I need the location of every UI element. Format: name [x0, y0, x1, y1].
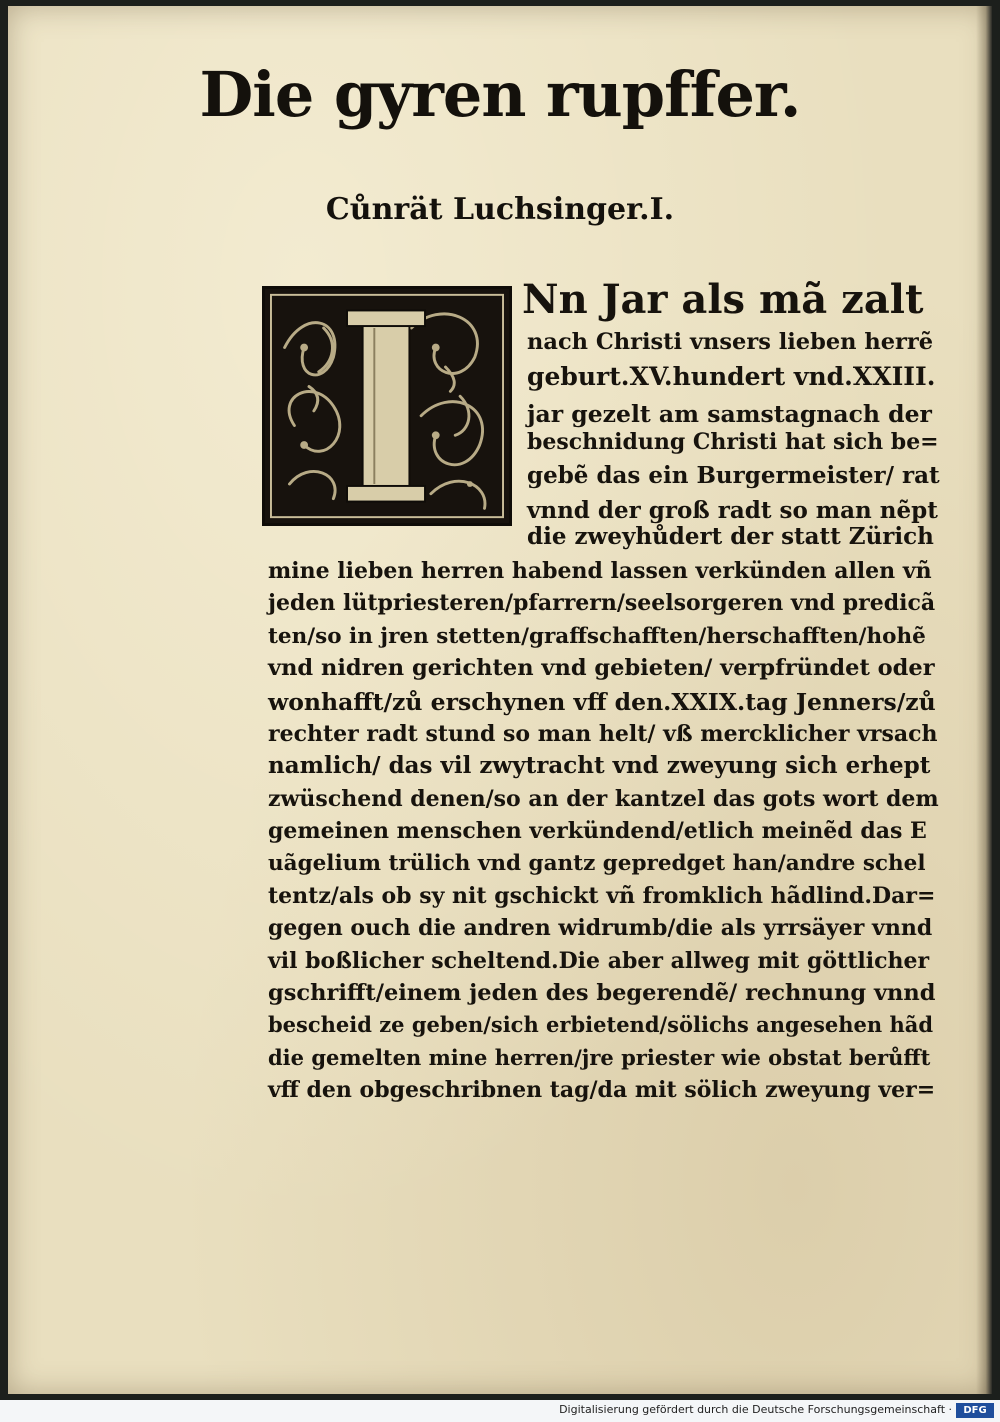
text-line-20: gegen ouch die andren widrumb/die als yrrsäyer vnnd: [268, 915, 933, 941]
page-subtitle: Cůnrät Luchsinger.I.: [325, 192, 675, 227]
text-line-14: rechter radt stund so man helt/ vß mercklicher vrsach: [268, 721, 938, 747]
text-line-4: jar gezelt am samstagnach der: [527, 400, 932, 428]
text-line-11: ten/so in jren stetten/graffschafften/herschafften/hohẽ: [268, 624, 926, 649]
text-line-12: vnd nidren gerichten vnd gebieten/ verpfründet oder: [268, 655, 935, 681]
ornamental-initial-image: [265, 289, 509, 523]
text-line-16: zwüschend denen/so an der kantzel das gots wort dem: [268, 786, 939, 812]
footer-bar: [0, 1400, 1000, 1422]
text-line-19: tentz/als ob sy nit gschickt vñ fromklich hãdlind.Dar=: [268, 883, 936, 909]
text-line-21: vil boßlicher scheltend.Die aber allweg mit göttlicher: [268, 948, 930, 974]
text-line-13: wonhafft/zů erschynen vff den.XXIX.tag Jenners/zů: [268, 688, 936, 716]
text-line-25: vff den obgeschribnen tag/da mit sölich zweyung ver=: [268, 1077, 936, 1103]
text-line-22: gschrifft/einem jeden des begerendẽ/ rechnung vnnd: [268, 980, 936, 1006]
text-line-24: die gemelten mine herren/jre priester wie obstat berůfft: [268, 1045, 931, 1070]
page-title: Die gyren rupffer.: [199, 58, 801, 131]
funding-note: Digitalisierung gefördert durch die Deutsche Forschungsgemeinschaft ·: [559, 1403, 952, 1416]
text-line-1: Nn Jar als mã zalt: [522, 276, 924, 323]
text-line-9: mine lieben herren habend lassen verkünden allen vñ: [268, 558, 932, 584]
text-line-2: nach Christi vnsers lieben herrẽ: [527, 329, 934, 355]
text-line-10: jeden lütpriesteren/pfarrern/seelsorgeren vnd predicã: [268, 590, 936, 616]
text-line-3: geburt.XV.hundert vnd.XXIII.: [527, 362, 936, 391]
text-line-15: namlich/ das vil zwytracht vnd zweyung sich erhept: [268, 752, 931, 779]
dfg-logo-icon[interactable]: DFG: [956, 1403, 994, 1418]
text-line-23: bescheid ze geben/sich erbietend/sölichs angesehen hãd: [268, 1012, 934, 1037]
decorated-initial-letter: [262, 286, 512, 526]
text-line-18: uãgelium trülich vnd gantz gepredget han/andre schel: [268, 851, 926, 876]
text-line-17: gemeinen menschen verkündend/etlich meinẽd das E: [268, 818, 927, 844]
text-line-8: die zweyhůdert der statt Zürich: [527, 523, 934, 550]
text-line-6: gebẽ das ein Burgermeister/ rat: [527, 462, 940, 489]
text-line-5: beschnidung Christi hat sich be=: [527, 429, 939, 455]
text-line-7: vnnd der groß radt so man nẽpt: [527, 497, 938, 524]
